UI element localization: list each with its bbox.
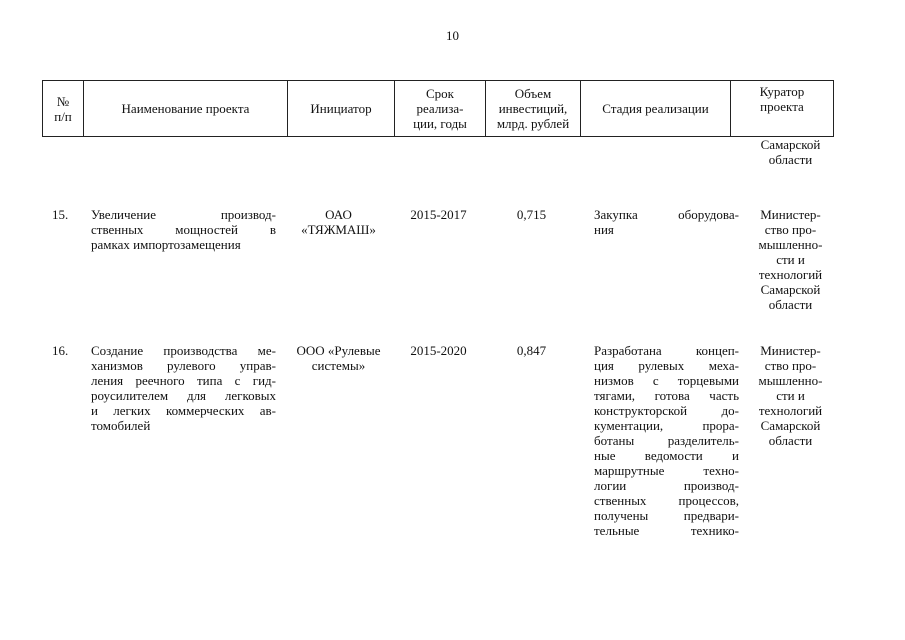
row-16-curator-line: области: [768, 433, 813, 448]
row-16-curator-line: Министер-: [760, 343, 821, 358]
header-row: [43, 81, 834, 137]
row-16-stage-line: конструкторской до-: [594, 403, 739, 418]
row-16-project-name: [91, 343, 276, 433]
row-15-stage: [594, 207, 739, 237]
header-curator-line-2: проекта: [760, 99, 804, 114]
row-16-curator-line: Самарской: [760, 418, 821, 433]
row-16-stage-line: получены предвари-: [594, 508, 739, 523]
row-15-curator-line: области: [768, 297, 813, 312]
page-number: 10: [446, 28, 459, 43]
row-16-name-line: Создание производства ме-: [91, 343, 276, 358]
row-15-initiator: [285, 207, 392, 237]
header-number-line-1: №: [56, 93, 70, 109]
row-15-volume: 0,715: [516, 207, 547, 222]
header-initiator: Инициатор: [288, 81, 395, 137]
header-number-line-2: п/п: [54, 108, 72, 124]
row-16-volume: 0,847: [516, 343, 547, 358]
row-15-number: 15.: [52, 207, 69, 222]
table-header: [42, 80, 834, 137]
row-15-curator-line: Министер-: [760, 207, 821, 222]
row-16-stage-line: логии производ-: [594, 478, 739, 493]
row-16-initiator-line: системы»: [311, 358, 366, 373]
row-16-name-line: ления реечного типа с гид-: [91, 373, 276, 388]
header-curator-line-1: Куратор: [759, 84, 805, 99]
row-15-curator-line: Самарской: [760, 282, 821, 297]
row-15-term: 2015-2017: [410, 207, 467, 222]
carryover-curator: [739, 137, 842, 167]
row-16-name-line: и легких коммерческих ав-: [91, 403, 276, 418]
row-15-stage-line: ния: [594, 222, 614, 237]
row-16-stage-line: ботаны разделитель-: [594, 433, 739, 448]
row-16-name-line: томобилей: [91, 418, 151, 433]
header-volume-line-1: Объем: [514, 86, 552, 101]
header-term: [395, 81, 486, 137]
row-15-curator-line: сти и: [776, 252, 805, 267]
row-16-curator-line: мышленно-: [758, 373, 823, 388]
row-15-name-line: Увеличение производ-: [91, 207, 276, 222]
row-16-stage: [594, 343, 739, 538]
row-16-initiator: [285, 343, 392, 373]
row-15-curator-line: технологий: [758, 267, 823, 282]
header-term-line-1: Срок: [426, 86, 454, 101]
row-16-stage-line: кументации, прора-: [594, 418, 739, 433]
carryover-line-1: Самарской: [760, 137, 821, 152]
row-15-name-line: рамках импортозамещения: [91, 237, 241, 252]
header-investment-volume: [486, 81, 581, 137]
row-16-stage-line: тельные технико-: [594, 523, 739, 538]
row-16-stage-line: ция рулевых меха-: [594, 358, 739, 373]
row-16-number: 16.: [52, 343, 69, 358]
row-16-term: 2015-2020: [410, 343, 467, 358]
row-16-curator-line: технологий: [758, 403, 823, 418]
header-volume-line-2: инвестиций,: [498, 101, 568, 116]
row-15-project-name: [91, 207, 276, 252]
row-15-stage-line: Закупка оборудова-: [594, 207, 739, 222]
row-15-curator-line: ство про-: [764, 222, 817, 237]
row-16-stage-line: маршрутные техно-: [594, 463, 739, 478]
row-16-stage-line: низмов с торцевыми: [594, 373, 739, 388]
row-16-name-line: ханизмов рулевого управ-: [91, 358, 276, 373]
row-16-stage-line: ные ведомости и: [594, 448, 739, 463]
row-16-stage-line: Разработана концеп-: [594, 343, 739, 358]
header-term-line-2: реализа-: [416, 101, 464, 116]
row-15-curator: [739, 207, 842, 312]
row-16-stage-line: тягами, готова часть: [594, 388, 739, 403]
carryover-line-2: области: [768, 152, 813, 167]
header-stage: Стадия реализации: [581, 81, 731, 137]
header-term-line-3: ции, годы: [413, 116, 467, 131]
header-curator: [731, 81, 834, 137]
row-15-initiator-line: «ТЯЖМАШ»: [301, 222, 376, 237]
row-16-curator-line: сти и: [776, 388, 805, 403]
row-15-initiator-line: ОАО: [325, 207, 352, 222]
row-15-curator-line: мышленно-: [758, 237, 823, 252]
header-number: [43, 81, 84, 137]
row-16-stage-line: ственных процессов,: [594, 493, 739, 508]
row-16-name-line: роусилителем для легковых: [91, 388, 276, 403]
row-16-curator-line: ство про-: [764, 358, 817, 373]
row-16-curator: [739, 343, 842, 448]
row-16-initiator-line: ООО «Рулевые: [296, 343, 381, 358]
row-15-name-line: ственных мощностей в: [91, 222, 276, 237]
header-project-name: Наименование проекта: [84, 81, 288, 137]
header-volume-line-3: млрд. рублей: [496, 116, 570, 131]
